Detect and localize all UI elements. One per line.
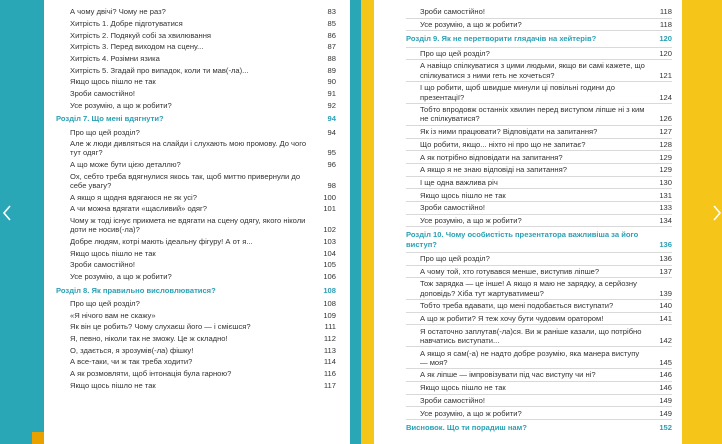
toc-entry-title: Як він це робить? Чому слухаєш його — і смієшся? — [70, 322, 251, 332]
toc-entry[interactable] — [56, 368, 336, 380]
toc-entry-page-number: 141 — [659, 313, 672, 323]
toc-entry-title: Я, певно, ніколи так не зможу. Це ж складно! — [70, 334, 228, 344]
toc-entry[interactable] — [56, 203, 336, 215]
toc-entry-title: Хитрість 3. Перед виходом на сцену... — [70, 42, 204, 52]
toc-entry[interactable] — [56, 126, 336, 138]
toc-entry-title: Я остаточно заплутав(-ла)ся. Ви ж раніше казали, що потрібно навчатись виступати... — [420, 326, 642, 345]
toc-entry-title: Хитрість 5. Згадай про випадок, коли ти мав(-ла)... — [70, 65, 249, 75]
toc-entry-page-number: 101 — [323, 204, 336, 214]
toc-entry-page-number: 91 — [327, 89, 336, 98]
toc-entry-page-number: 83 — [327, 7, 336, 17]
toc-entry[interactable] — [406, 19, 672, 32]
bottom-strip — [32, 432, 44, 444]
toc-entry-page-number: 114 — [323, 357, 336, 367]
toc-section-heading[interactable] — [56, 111, 336, 126]
toc-section-heading[interactable] — [56, 283, 336, 298]
toc-entry-title: Ох, себто треба вдягнулися якось так, щоб миттю привернули до себе увагу? — [70, 171, 301, 191]
toc-entry-page-number: 137 — [659, 266, 672, 276]
toc-entry-title: Усе розумію, а що ж робити? — [70, 100, 172, 110]
toc-entry[interactable] — [406, 278, 672, 300]
toc-entry-title: Добре людям, котрі мають ідеальну фігуру! А от я... — [70, 237, 253, 246]
toc-entry-title: О, здається, я зрозумів(-ла) фішку! — [70, 345, 194, 355]
toc-entry-title: А навіщо спілкуватися з цими людьми, якщо ви самі кажете, що спілкуватися з ними геть не хочеться? — [420, 61, 645, 80]
toc-entry-page-number: 129 — [659, 152, 672, 162]
chevron-right-icon — [712, 204, 722, 222]
toc-entry-title: А чому той, хто готувався менше, виступив ліпше? — [420, 266, 600, 276]
toc-entry[interactable] — [406, 325, 672, 347]
toc-entry-title: Зроби самостійно! — [70, 89, 135, 98]
toc-entry-page-number: 118 — [659, 19, 672, 29]
toc-entry[interactable] — [406, 382, 672, 395]
toc-entry-title: А як розмовляти, щоб інтонація була гарною? — [70, 369, 232, 379]
toc-entry-title: Якщо щось пішло не так — [70, 77, 156, 87]
toc-entry-page-number: 149 — [659, 395, 672, 405]
toc-entry-page-number: 117 — [323, 380, 336, 390]
toc-entry[interactable] — [56, 41, 336, 53]
toc-entry[interactable] — [56, 380, 336, 392]
toc-entry[interactable] — [56, 64, 336, 76]
toc-entry-title: Якщо щось пішло не так — [70, 380, 156, 390]
toc-entry-page-number: 108 — [323, 285, 336, 295]
toc-entry-title: Про що цей розділ? — [420, 254, 490, 264]
toc-entry-title: І ще одна важлива річ — [420, 177, 498, 187]
toc-entry-title: А як потрібно відповідати на запитання? — [420, 152, 563, 162]
toc-entry-page-number: 126 — [659, 114, 672, 124]
toc-entry-title: Але ж люди дивляться на слайди і слухають мою промову. До чого тут одяг? — [70, 139, 307, 158]
chevron-left-icon — [2, 204, 12, 222]
toc-entry-page-number: 142 — [659, 335, 672, 345]
toc-entry-page-number: 105 — [323, 260, 336, 270]
toc-entry-page-number: 120 — [659, 48, 672, 58]
toc-entry[interactable] — [56, 215, 336, 236]
toc-entry[interactable] — [406, 139, 672, 152]
toc-entry-page-number: 94 — [327, 114, 336, 124]
previous-page-button[interactable] — [2, 204, 12, 222]
toc-entry-title: Усе розумію, а що ж робити? — [420, 408, 522, 418]
toc-entry-title: А якщо я не знаю відповіді на запитання? — [420, 165, 567, 175]
toc-entry-page-number: 136 — [659, 254, 672, 264]
toc-entry-title: А чому двічі? Чому не раз? — [70, 7, 166, 17]
toc-entry[interactable] — [56, 192, 336, 204]
toc-entry-page-number: 116 — [323, 369, 336, 379]
toc-entry[interactable] — [56, 18, 336, 30]
toc-entry-title: Висновок. Що ти порадиш нам? — [406, 423, 527, 433]
toc-entry-page-number: 113 — [323, 345, 336, 355]
toc-entry-page-number: 134 — [659, 215, 672, 225]
next-page-button[interactable] — [712, 204, 722, 222]
toc-entry[interactable] — [56, 333, 336, 345]
toc-entry[interactable] — [406, 266, 672, 279]
toc-entry[interactable] — [406, 215, 672, 228]
toc-entry[interactable] — [406, 164, 672, 177]
toc-entry-title: Розділ 7. Що мені вдягнути? — [56, 114, 164, 124]
toc-entry[interactable] — [56, 309, 336, 321]
toc-entry[interactable] — [56, 138, 336, 159]
toc-entry-title: Хитрість 4. Розімни язика — [70, 53, 160, 63]
toc-entry[interactable] — [56, 53, 336, 65]
toc-entry-title: Тож зарядка — це інше! А якщо я маю не зарядку, а серйозну доповідь? Хіба тут жартуватимеш? — [420, 279, 637, 298]
toc-section-heading[interactable] — [406, 31, 672, 47]
toc-entry-page-number: 129 — [659, 165, 672, 175]
toc-entry[interactable] — [406, 202, 672, 215]
toc-entry-page-number: 109 — [323, 310, 336, 320]
toc-entry-page-number: 146 — [659, 370, 672, 380]
toc-entry[interactable] — [56, 356, 336, 368]
toc-entry-title: А все-таки, чи ж так треба ходити? — [70, 357, 193, 367]
toc-entry[interactable] — [406, 177, 672, 190]
toc-entry[interactable] — [56, 248, 336, 260]
toc-entry-page-number: 106 — [323, 272, 336, 282]
toc-entry-title: Якщо щось пішло не так — [420, 383, 506, 393]
toc-entry-page-number: 102 — [323, 225, 336, 235]
toc-entry-page-number: 92 — [327, 100, 336, 110]
toc-entry-page-number: 88 — [327, 53, 336, 63]
toc-entry[interactable] — [56, 298, 336, 310]
toc-entry[interactable] — [406, 347, 672, 369]
toc-entry[interactable] — [56, 345, 336, 357]
toc-entry-title: «Я нічого вам не скажу» — [70, 310, 156, 320]
toc-entry-page-number: 103 — [323, 237, 336, 246]
toc-entry-page-number: 139 — [659, 288, 672, 298]
toc-entry-page-number: 133 — [659, 203, 672, 213]
toc-entry-page-number: 127 — [659, 127, 672, 137]
toc-entry-page-number: 108 — [323, 298, 336, 308]
toc-section-heading[interactable] — [406, 227, 672, 252]
toc-entry-title: Хитрість 2. Подякуй собі за хвилювання — [70, 30, 212, 40]
toc-entry-title: Розділ 10. Чому особистість презентатора важливіша за його виступ? — [406, 230, 639, 249]
toc-entry-title: І що робити, щоб швидше минули ці повільні години до презентації? — [420, 83, 615, 102]
toc-entry-page-number: 86 — [327, 30, 336, 40]
toc-entry-page-number: 128 — [659, 139, 672, 149]
toc-entry-page-number: 111 — [324, 322, 336, 332]
toc-entry-page-number: 94 — [327, 127, 336, 137]
toc-entry[interactable] — [56, 76, 336, 88]
toc-entry-title: Якщо щось пішло не так — [70, 248, 156, 258]
toc-entry-page-number: 87 — [327, 42, 336, 52]
toc-entry-title: Зроби самостійно! — [70, 260, 135, 270]
toc-left-page — [44, 0, 350, 444]
toc-entry-title: Тобто впродовж останніх хвилин перед виступом ліпше ні з ким не спілкуватися? — [420, 105, 645, 124]
toc-entry-title: Зроби самостійно! — [420, 7, 485, 17]
toc-entry-title: Якщо щось пішло не так — [420, 190, 506, 200]
toc-entry[interactable] — [406, 313, 672, 326]
toc-entry[interactable] — [56, 6, 336, 18]
toc-entry[interactable] — [406, 48, 672, 61]
toc-entry-title: Усе розумію, а що ж робити? — [70, 272, 172, 282]
toc-section-heading[interactable] — [406, 420, 672, 435]
toc-entry[interactable] — [406, 189, 672, 202]
toc-entry[interactable] — [406, 395, 672, 408]
toc-entry[interactable] — [406, 126, 672, 139]
toc-entry-title: Розділ 8. Як правильно висловлюватися? — [56, 285, 216, 295]
toc-entry-title: Як із ними працювати? Відповідати на запитання? — [420, 127, 598, 137]
toc-entry-page-number: 100 — [323, 192, 336, 202]
toc-entry[interactable] — [56, 271, 336, 283]
toc-entry-title: А чи можна вдягати «щасливий» одяг? — [70, 204, 208, 214]
toc-entry-title: Про що цей розділ? — [70, 127, 140, 137]
toc-entry[interactable] — [406, 60, 672, 82]
toc-entry-page-number: 131 — [659, 190, 672, 200]
toc-entry-title: А якщо я щодня вдягаюся не як усі? — [70, 192, 197, 202]
toc-entry[interactable] — [406, 104, 672, 126]
toc-entry-page-number: 85 — [327, 18, 336, 28]
toc-entry-page-number: 152 — [659, 423, 672, 433]
toc-entry[interactable] — [406, 253, 672, 266]
toc-entry[interactable] — [406, 300, 672, 313]
toc-entry-title: Розділ 9. Як не перетворити глядачів на хейтерів? — [406, 34, 597, 44]
toc-entry-title: А що ж робити? Я теж хочу бути чудовим оратором! — [420, 313, 604, 323]
toc-entry[interactable] — [56, 29, 336, 41]
toc-entry-page-number: 95 — [327, 148, 336, 158]
toc-entry-page-number: 140 — [659, 301, 672, 311]
toc-entry-title: А як ліпше — імпровізувати під час виступу чи ні? — [420, 370, 596, 380]
toc-entry-page-number: 98 — [327, 181, 336, 191]
toc-entry-page-number: 146 — [659, 383, 672, 393]
toc-entry-page-number: 149 — [659, 408, 672, 418]
toc-entry-title: Усе розумію, а що ж робити? — [420, 215, 522, 225]
toc-entry-title: Зроби самостійно! — [420, 395, 485, 405]
toc-entry-title: Усе розумію, а що ж робити? — [420, 19, 522, 29]
toc-entry-page-number: 145 — [659, 357, 672, 367]
toc-entry[interactable] — [56, 88, 336, 100]
toc-entry[interactable] — [56, 236, 336, 248]
toc-entry[interactable] — [406, 407, 672, 420]
toc-entry-page-number: 118 — [659, 7, 672, 17]
toc-entry-title: Про що цей розділ? — [420, 48, 490, 58]
toc-entry[interactable] — [56, 259, 336, 271]
toc-entry-title: Хитрість 1. Добре підготуватися — [70, 18, 183, 28]
toc-entry-page-number: 90 — [327, 77, 336, 87]
toc-entry[interactable] — [56, 100, 336, 112]
toc-entry-page-number: 104 — [323, 248, 336, 258]
toc-entry[interactable] — [56, 321, 336, 333]
toc-entry[interactable] — [56, 159, 336, 171]
toc-entry-title: Зроби самостійно! — [420, 203, 485, 213]
toc-entry-title: Що робити, якщо... ніхто ні про що не запитає? — [420, 139, 586, 149]
toc-entry-page-number: 136 — [659, 239, 672, 249]
toc-entry-title: Про що цей розділ? — [70, 298, 140, 308]
toc-entry-page-number: 124 — [659, 92, 672, 102]
toc-entry[interactable] — [56, 171, 336, 192]
toc-entry[interactable] — [406, 369, 672, 382]
toc-entry-page-number: 121 — [659, 70, 672, 80]
toc-entry-page-number: 120 — [659, 34, 672, 44]
toc-entry-page-number: 89 — [327, 65, 336, 75]
toc-entry-page-number: 112 — [323, 334, 336, 344]
toc-entry-title: А якщо я сам(-а) не надто добре розумію, яка манера виступу — моя? — [420, 348, 640, 367]
toc-entry[interactable] — [406, 6, 672, 19]
toc-entry[interactable] — [406, 82, 672, 104]
toc-entry-title: Тобто треба вдавати, що мені подобається виступати? — [420, 301, 614, 311]
toc-entry-title: А що може бути цією деталлю? — [70, 160, 181, 170]
toc-right-page — [374, 0, 682, 444]
toc-entry[interactable] — [406, 151, 672, 164]
toc-entry-page-number: 96 — [327, 160, 336, 170]
toc-entry-title: Чому ж тоді існує прикмета не вдягати на сцену одягу, якого ніколи доти не носив(-ла)? — [70, 216, 306, 235]
toc-entry-page-number: 130 — [659, 177, 672, 187]
